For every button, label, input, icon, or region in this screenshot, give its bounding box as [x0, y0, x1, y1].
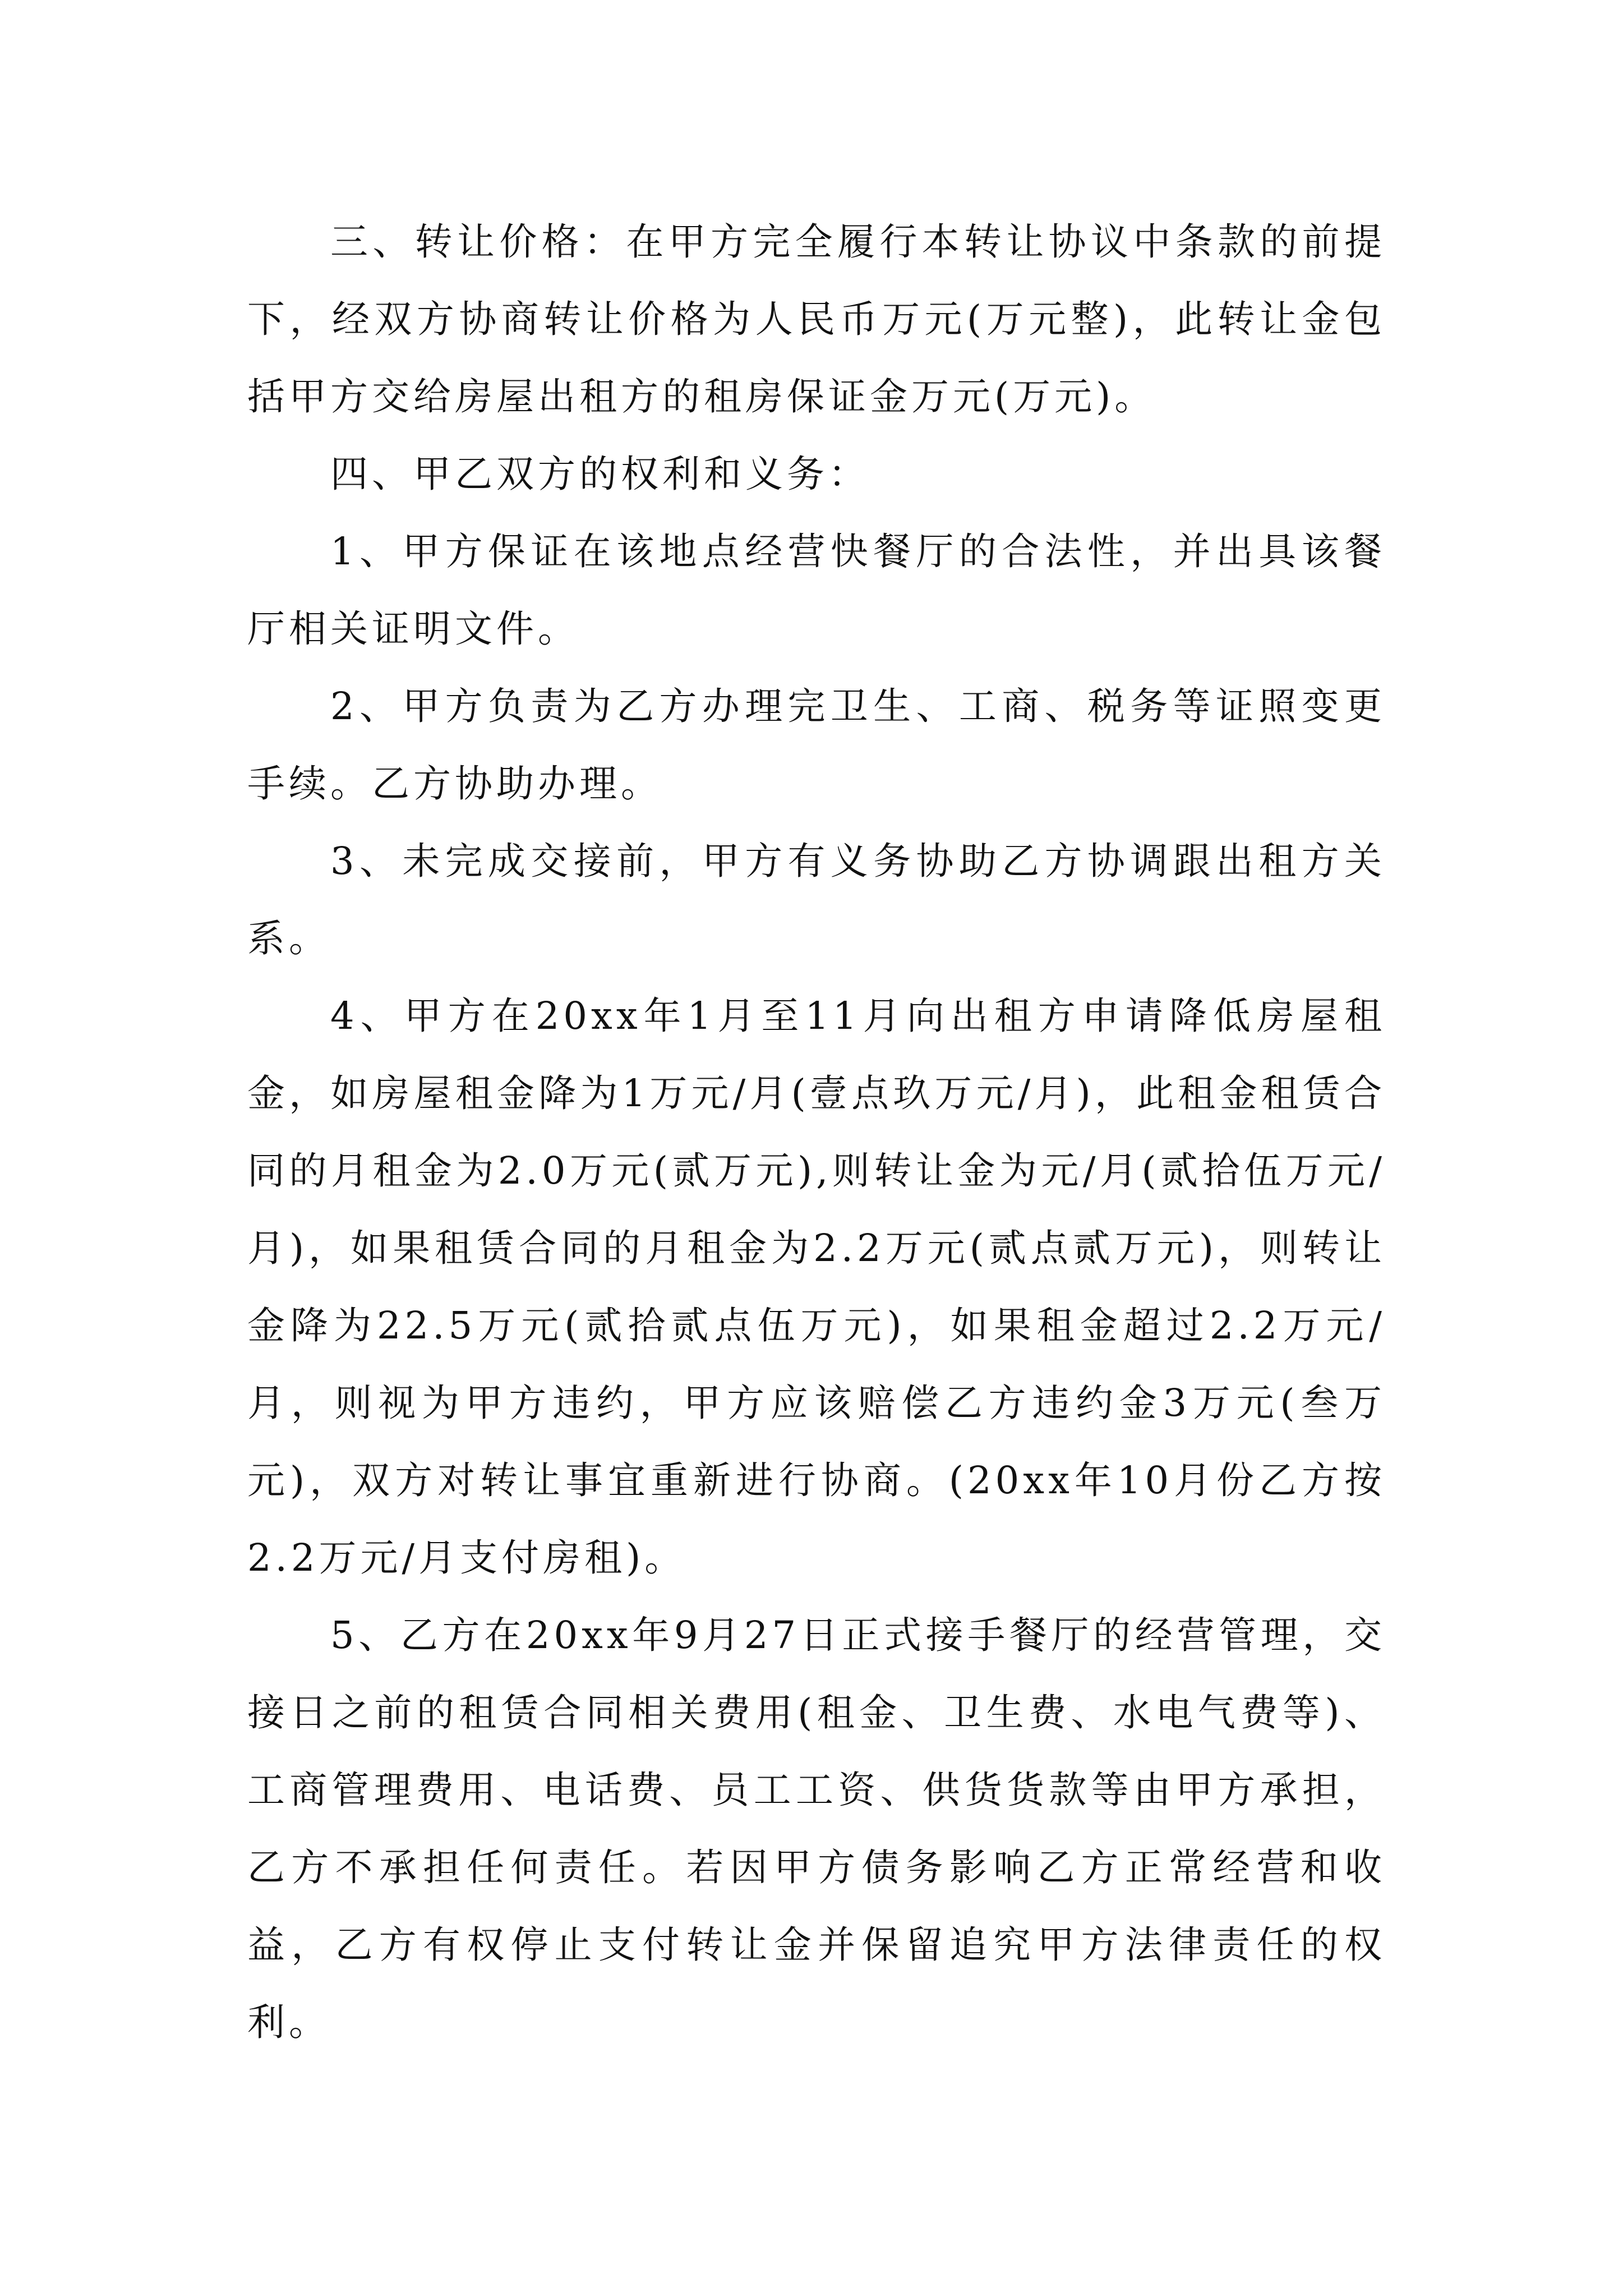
paragraph-clause-4: 4、甲方在20xx年1月至11月向出租方申请降低房屋租金，如房屋租金降为1万元/月(壹点玖万元/月)，此租金租赁合同的月租金为2.0万元(贰万元),则转让金为元/月(贰拾伍万元/月)，如果租赁合同的月租金为2.2万元(贰点贰万元)，则转让金降为22.5万元(贰拾贰点伍万元)，如果租金超过2.2万元/月，则视为甲方违约，甲方应该赔偿乙方违约金3万元(叁万元)，双方对转让事宜重新进行协商。(20xx年10月份乙方按2.2万元/月支付房租)。	[247, 994, 1386, 1580]
paragraph-rights-obligations-heading: 四、甲乙双方的权利和义务：	[330, 452, 870, 496]
document-body	[247, 203, 1386, 2061]
paragraph-clause-3: 3、未完成交接前，甲方有义务协助乙方协调跟出租方关系。	[247, 839, 1386, 960]
paragraph-transfer-price: 三、转让价格：在甲方完全履行本转让协议中条款的前提下，经双方协商转让价格为人民币万元(万元整)，此转让金包括甲方交给房屋出租方的租房保证金万元(万元)。	[247, 220, 1386, 418]
paragraph-clause-5: 5、乙方在20xx年9月27日正式接手餐厅的经营管理，交接日之前的租赁合同相关费用(租金、卫生费、水电气费等)、工商管理费用、电话费、员工工资、供货货款等由甲方承担，乙方不承担任何责任。若因甲方债务影响乙方正常经营和收益，乙方有权停止支付转让金并保留追究甲方法律责任的权利。	[247, 1613, 1386, 2044]
paragraph-clause-1: 1、甲方保证在该地点经营快餐厅的合法性，并出具该餐厅相关证明文件。	[247, 530, 1386, 651]
paragraph-clause-2: 2、甲方负责为乙方办理完卫生、工商、税务等证照变更手续。乙方协助办理。	[247, 684, 1386, 806]
